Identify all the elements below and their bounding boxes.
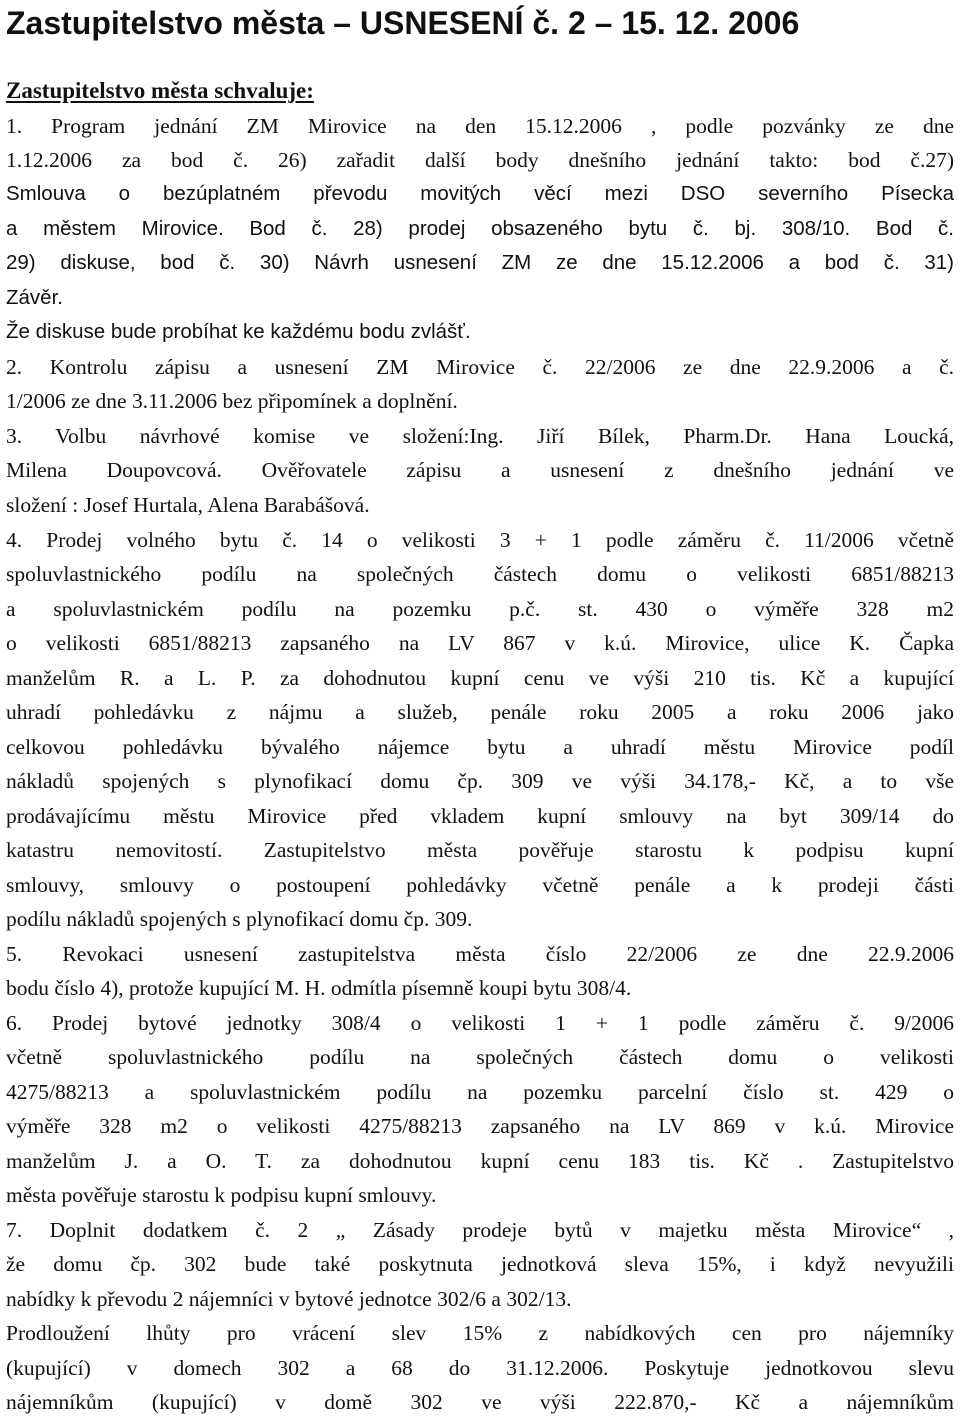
text-line: 29) diskuse, bod č. 30) Návrh usnesení ZM ze dne 15.12.2006 a bod č. 31) (6, 251, 954, 274)
text-line: 4275/88213 a spoluvlastnickém podílu na pozemku parcelní číslo st. 429 o (6, 1080, 954, 1104)
text-line: 7. Doplnit dodatkem č. 2 „ Zásady prodeje bytů v majetku města Mirovice“ , (6, 1218, 954, 1242)
text-line: 5. Revokaci usnesení zastupitelstva města číslo 22/2006 ze dne 22.9.2006 (6, 942, 954, 966)
text-line: Prodloužení lhůty pro vrácení slev 15% z nabídkových cen pro nájemníky (6, 1321, 954, 1345)
resolution-heading: Zastupitelstvo města schvaluje: (6, 78, 314, 103)
text-line: a spoluvlastnickém podílu na pozemku p.č. st. 430 o výměře 328 m2 (6, 597, 954, 621)
text-line: 2. Kontrolu zápisu a usnesení ZM Mirovice č. 22/2006 ze dne 22.9.2006 a č. (6, 355, 954, 379)
document-title: Zastupitelstvo města – USNESENÍ č. 2 – 15. 12. 2006 (6, 5, 800, 41)
text-line: Že diskuse bude probíhat ke každému bodu zvlášť. (6, 320, 471, 343)
text-line: o velikosti 6851/88213 zapsaného na LV 867 v k.ú. Mirovice, ulice K. Čapka (6, 631, 954, 655)
text-line: manželům R. a L. P. za dohodnutou kupní cenu ve výši 210 tis. Kč a kupující (6, 666, 954, 690)
text-line: Milena Doupovcová. Ověřovatele zápisu a usnesení z dnešního jednání ve (6, 458, 954, 482)
text-line: podílu nákladů spojených s plynofikací domu čp. 309. (6, 907, 473, 931)
text-line: 1. Program jednání ZM Mirovice na den 15.12.2006 , podle pozvánky ze dne (6, 114, 954, 138)
text-line: nájemníkům (kupující) v domě 302 ve výši 222.870,- Kč a nájemníkům (6, 1390, 954, 1414)
text-line: že domu čp. 302 bude také poskytnuta jednotková sleva 15%, i když nevyužili (6, 1252, 954, 1276)
text-line: Smlouva o bezúplatném převodu movitých věcí mezi DSO severního Písecka (6, 182, 954, 205)
text-line: celkovou pohledávku bývalého nájemce bytu a uhradí městu Mirovice podíl (6, 735, 954, 759)
text-line: nákladů spojených s plynofikací domu čp. 309 ve výši 34.178,- Kč, a to vše (6, 769, 954, 793)
text-line: prodávajícímu městu Mirovice před vkladem kupní smlouvy na byt 309/14 do (6, 804, 954, 828)
text-line: smlouvy, smlouvy o postoupení pohledávky včetně penále a k prodeji části (6, 873, 954, 897)
text-line: Závěr. (6, 286, 63, 309)
text-line: spoluvlastnického podílu na společných částech domu o velikosti 6851/88213 (6, 562, 954, 586)
text-line: manželům J. a O. T. za dohodnutou kupní cenu 183 tis. Kč . Zastupitelstvo (6, 1149, 954, 1173)
text-line: bodu číslo 4), protože kupující M. H. odmítla písemně koupi bytu 308/4. (6, 976, 632, 1000)
text-line: nabídky k převodu 2 nájemníci v bytové jednotce 302/6 a 302/13. (6, 1287, 572, 1311)
text-line: 3. Volbu návrhové komise ve složení:Ing. Jiří Bílek, Pharm.Dr. Hana Loucká, (6, 424, 954, 448)
text-line: města pověřuje starostu k podpisu kupní smlouvy. (6, 1183, 437, 1207)
text-line: 1.12.2006 za bod č. 26) zařadit další body dnešního jednání takto: bod č.27) (6, 148, 954, 172)
text-line: (kupující) v domech 302 a 68 do 31.12.2006. Poskytuje jednotkovou slevu (6, 1356, 954, 1380)
text-line: 1/2006 ze dne 3.11.2006 bez připomínek a doplnění. (6, 389, 458, 413)
text-line: včetně spoluvlastnického podílu na společných částech domu o velikosti (6, 1045, 954, 1069)
text-line: výměře 328 m2 o velikosti 4275/88213 zapsaného na LV 869 v k.ú. Mirovice (6, 1114, 954, 1138)
text-line: uhradí pohledávku z nájmu a služeb, penále roku 2005 a roku 2006 jako (6, 700, 954, 724)
text-line: a městem Mirovice. Bod č. 28) prodej obsazeného bytu č. bj. 308/10. Bod č. (6, 217, 954, 240)
text-line: složení : Josef Hurtala, Alena Barabášová. (6, 493, 370, 517)
text-line: 6. Prodej bytové jednotky 308/4 o velikosti 1 + 1 podle záměru č. 9/2006 (6, 1011, 954, 1035)
text-line: katastru nemovitostí. Zastupitelstvo města pověřuje starostu k podpisu kupní (6, 838, 954, 862)
text-line: 4. Prodej volného bytu č. 14 o velikosti 3 + 1 podle záměru č. 11/2006 včetně (6, 528, 954, 552)
